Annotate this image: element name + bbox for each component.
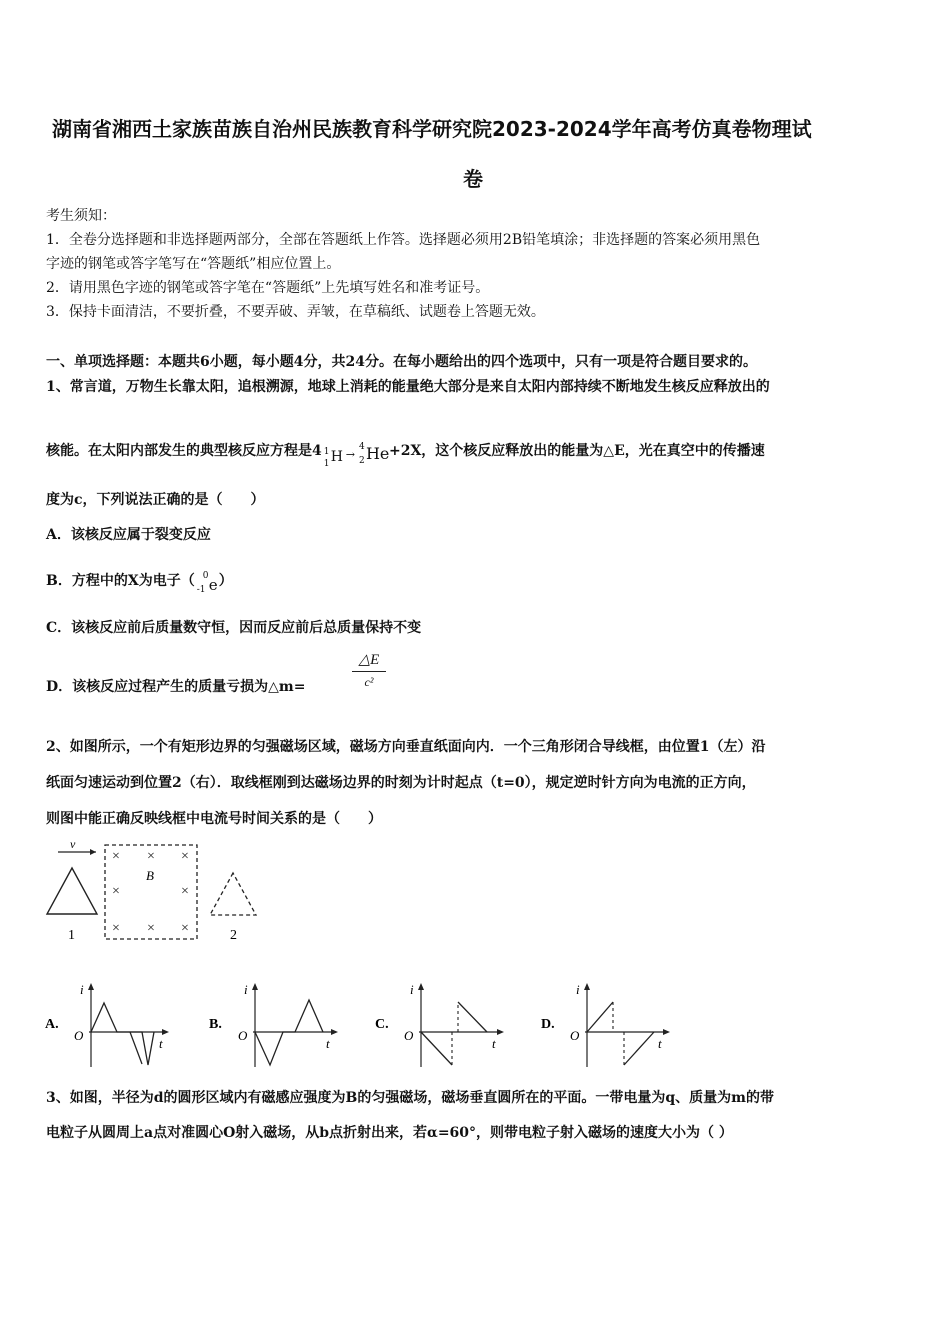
option-c-label: C. [375,1017,389,1032]
t-axis-label: t [492,1036,496,1051]
i-axis-label: i [80,982,84,997]
notice-heading: 考生须知： [46,208,116,224]
q3-line2: 电粒子从圆周上a点对准圆心O射入磁场，从b点折射出来，若α=60°，则带电粒子射入磁场的速度大小为（ ） [46,1125,733,1141]
b-field-label: B [146,868,154,883]
q1-line2-post: +2X，这个核反应释放出的能量为△E，光在真空中的传播速 [388,443,765,459]
current-curve [421,1032,452,1065]
position-1-label: 1 [68,928,75,943]
fraction-denominator: c² [364,675,374,689]
notice-item-2: 2．请用黑色字迹的钢笔或答字笔在“答题纸”上先填写姓名和准考证号。 [46,280,490,296]
velocity-label: v [70,837,76,851]
q1-line1: 1、常言道，万物生长靠太阳，追根溯源，地球上消耗的能量绝大部分是来自太阳内部持续不断地发生核反应释放出的 [46,379,770,395]
q1-option-a: A．该核反应属于裂变反应 [46,527,211,543]
svg-text:×: × [181,849,189,864]
q2-field-figure [40,835,270,950]
triangle-position-2 [210,873,256,915]
svg-text:×: × [181,921,189,936]
svg-text:×: × [147,849,155,864]
option-b-label: B. [209,1017,222,1032]
origin-label: O [238,1028,248,1043]
q2-line3: 则图中能正确反映线框中电流号时间关系的是（ ） [46,811,382,827]
fraction-bar [352,671,386,672]
svg-text:×: × [181,884,189,899]
t-axis-label: t [159,1036,163,1051]
current-curve [587,1002,613,1032]
current-curve [91,1003,154,1065]
page-title: 湖南省湘西土家族苗族自治州民族教育科学研究院2023-2024学年高考仿真卷物理试 [52,117,812,141]
q1-option-b-close: ） [218,573,233,589]
origin-label: O [570,1028,580,1043]
q2-line1: 2、如图所示，一个有矩形边界的匀强磁场区域，磁场方向垂直纸面向内．一个三角形闭合导线框，由位置1（左）沿 [46,739,766,755]
notice-item-1: 1．全卷分选择题和非选择题两部分，全部在答题纸上作答。选择题必须用2B铅笔填涂；非选择题的答案必须用黑色 [46,232,761,248]
notice-item-3: 3．保持卡面清洁，不要折叠，不要弄破、弄皱，在草稿纸、试题卷上答题无效。 [46,304,545,320]
svg-text:×: × [112,849,120,864]
q2-line2: 纸面匀速运动到位置2（右）．取线框刚到达磁场边界的时刻为计时起点（t=0），规定逆时针方向为电流的正方向， [46,775,756,791]
option-d-label: D. [541,1017,555,1032]
q3-line1: 3、如图，半径为d的圆形区域内有磁感应强度为B的匀强磁场，磁场垂直圆所在的平面。一带电量为q、质量为m的带 [46,1090,774,1106]
q1-line2: 核能。在太阳内部发生的典型核反应方程是4 1 1 H $_\to$ 4 2 He +2X，这个核反应释放出的能量为△E，光在真空中的传播速 [46,442,765,469]
i-axis-label: i [410,982,414,997]
q1-line2-pre: 核能。在太阳内部发生的典型核反应方程是4 [46,443,322,459]
origin-label: O [74,1028,84,1043]
q2-graph-d [540,980,675,1070]
svg-text:×: × [112,921,120,936]
i-axis-label: i [244,982,248,997]
page-title-cont: 卷 [463,167,483,191]
velocity-arrowhead [90,849,96,855]
triangle-position-1 [47,868,97,914]
section-heading: 一、单项选择题：本题共6小题，每小题4分，共24分。在每小题给出的四个选项中，只有一项是符合题目要求的。 [46,354,757,370]
q1-option-b-text: B．方程中的X为电子（ [46,573,195,589]
position-2-label: 2 [230,928,237,943]
fraction-numerator: △E [358,652,380,668]
option-a-label: A. [45,1017,59,1032]
t-axis-label: t [326,1036,330,1051]
i-axis-label: i [576,982,580,997]
t-axis-label: t [658,1036,662,1051]
q2-graph-c [374,980,509,1070]
notice-item-1-cont: 字迹的钢笔或答字笔写在“答题纸”相应位置上。 [46,256,341,272]
origin-label: O [404,1028,414,1043]
q1-option-b: B．方程中的X为电子（ 0 -1 e ） [46,571,233,595]
svg-text:×: × [112,884,120,899]
q2-graph-a [44,980,174,1070]
reaction-arrow: → [345,448,355,461]
q2-graph-b [208,980,343,1070]
field-crosses [112,849,189,936]
svg-text:×: × [147,921,155,936]
q1-line3: 度为c，下列说法正确的是（ ） [46,492,265,508]
q1-option-c: C．该核反应前后质量数守恒，因而反应前后总质量保持不变 [46,620,422,636]
q1-option-d: D．该核反应过程产生的质量亏损为△m= [46,679,306,695]
